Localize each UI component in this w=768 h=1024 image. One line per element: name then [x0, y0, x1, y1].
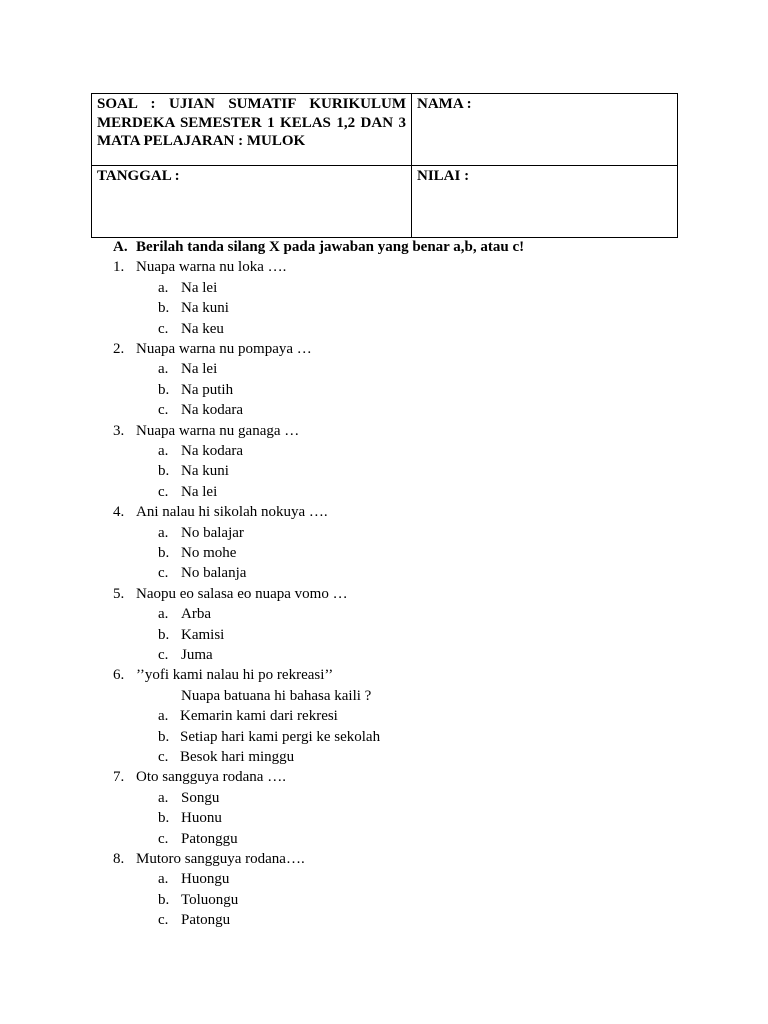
option-letter: a. — [158, 871, 169, 888]
option-text: Na kodara — [181, 402, 244, 419]
option-letter: c. — [158, 320, 169, 337]
option-text: No balajar — [181, 524, 244, 541]
question-text: Ani nalau hi sikolah nokuya …. — [136, 504, 328, 521]
question-number: 4. — [113, 504, 125, 521]
option-letter: c. — [158, 402, 169, 419]
option-text: Na putih — [181, 381, 234, 398]
option-letter: a. — [158, 361, 169, 378]
option-letter: a. — [158, 524, 169, 541]
option-text: Na lei — [181, 483, 218, 500]
option-letter: a. — [158, 789, 169, 806]
option-letter: b. — [158, 891, 170, 908]
option-letter: c. — [158, 483, 169, 500]
soal-title-line2: MERDEKA SEMESTER 1 KELAS 1,2 DAN 3 — [97, 114, 406, 131]
question-text: Nuapa warna nu loka …. — [136, 259, 287, 276]
option-letter: c. — [158, 565, 169, 582]
option-letter: c. — [158, 647, 169, 663]
option-letter: a. — [158, 279, 169, 296]
option-text: Arba — [181, 606, 211, 623]
question-text: ’’yofi kami nalau hi po rekreasi’’ — [136, 667, 334, 684]
option-letter: b. — [158, 626, 170, 643]
question-text: Nuapa warna nu pompaya … — [136, 341, 312, 357]
option-text: Na kuni — [181, 300, 229, 317]
option-text: Patongu — [181, 912, 231, 929]
option-text: Juma — [181, 647, 213, 663]
option-letter: c. — [158, 912, 169, 929]
nilai-cell[interactable] — [412, 166, 678, 238]
question-text: Nuapa warna nu ganaga … — [136, 422, 300, 439]
option-text: Na lei — [181, 279, 218, 296]
option-text: Toluongu — [181, 891, 239, 908]
tanggal-cell[interactable] — [92, 166, 412, 238]
question-number: 6. — [113, 667, 125, 684]
question-text: Naopu eo salasa eo nuapa vomo … — [136, 585, 348, 602]
option-letter: b. — [158, 300, 170, 317]
option-letter: b. — [158, 545, 170, 561]
question-subtext: Nuapa batuana hi bahasa kaili ? — [181, 687, 372, 704]
option-text: Besok hari minggu — [180, 749, 295, 765]
nilai-label: NILAI : — [417, 168, 470, 184]
option-letter: b. — [158, 728, 170, 745]
option-letter: c. — [158, 830, 169, 847]
question-text: Mutoro sangguya rodana…. — [136, 851, 305, 867]
instruction-text: Berilah tanda silang X pada jawaban yang benar a,b, atau c! — [136, 239, 525, 255]
option-letter: b. — [158, 810, 170, 827]
question-number: 3. — [113, 422, 125, 439]
nama-label: NAMA : — [417, 96, 472, 112]
tanggal-label: TANGGAL : — [97, 168, 180, 184]
option-letter: c. — [158, 749, 169, 765]
soal-cell — [92, 94, 412, 166]
option-text: No balanja — [181, 565, 247, 582]
question-number: 5. — [113, 585, 125, 602]
option-text: Na kuni — [181, 463, 229, 480]
option-letter: a. — [158, 606, 169, 623]
exam-header-table — [91, 93, 678, 238]
option-text: Huongu — [181, 871, 230, 888]
option-letter: b. — [158, 463, 170, 480]
option-text: Na lei — [181, 361, 218, 378]
question-number: 8. — [113, 851, 125, 867]
option-letter: a. — [158, 443, 169, 459]
section-marker: A. — [113, 239, 128, 255]
soal-title-line1: SOAL : UJIAN SUMATIF KURIKULUM — [97, 96, 406, 112]
option-text: Kamisi — [181, 626, 225, 643]
option-text: Songu — [181, 789, 220, 806]
option-text: Na kodara — [181, 443, 244, 459]
option-letter: b. — [158, 381, 170, 398]
option-text: Setiap hari kami pergi ke sekolah — [180, 728, 381, 745]
option-text: Patonggu — [181, 830, 238, 847]
question-text: Oto sangguya rodana …. — [136, 769, 286, 786]
option-text: Huonu — [181, 810, 222, 827]
question-number: 1. — [113, 259, 125, 276]
option-text: Na keu — [181, 320, 224, 337]
option-text: No mohe — [181, 545, 237, 561]
question-number: 7. — [113, 769, 125, 786]
option-text: Kemarin kami dari rekresi — [180, 708, 338, 725]
subject-line: MATA PELAJARAN : MULOK — [97, 133, 306, 149]
option-letter: a. — [158, 708, 169, 725]
question-number: 2. — [113, 341, 125, 357]
nama-cell[interactable] — [412, 94, 678, 166]
